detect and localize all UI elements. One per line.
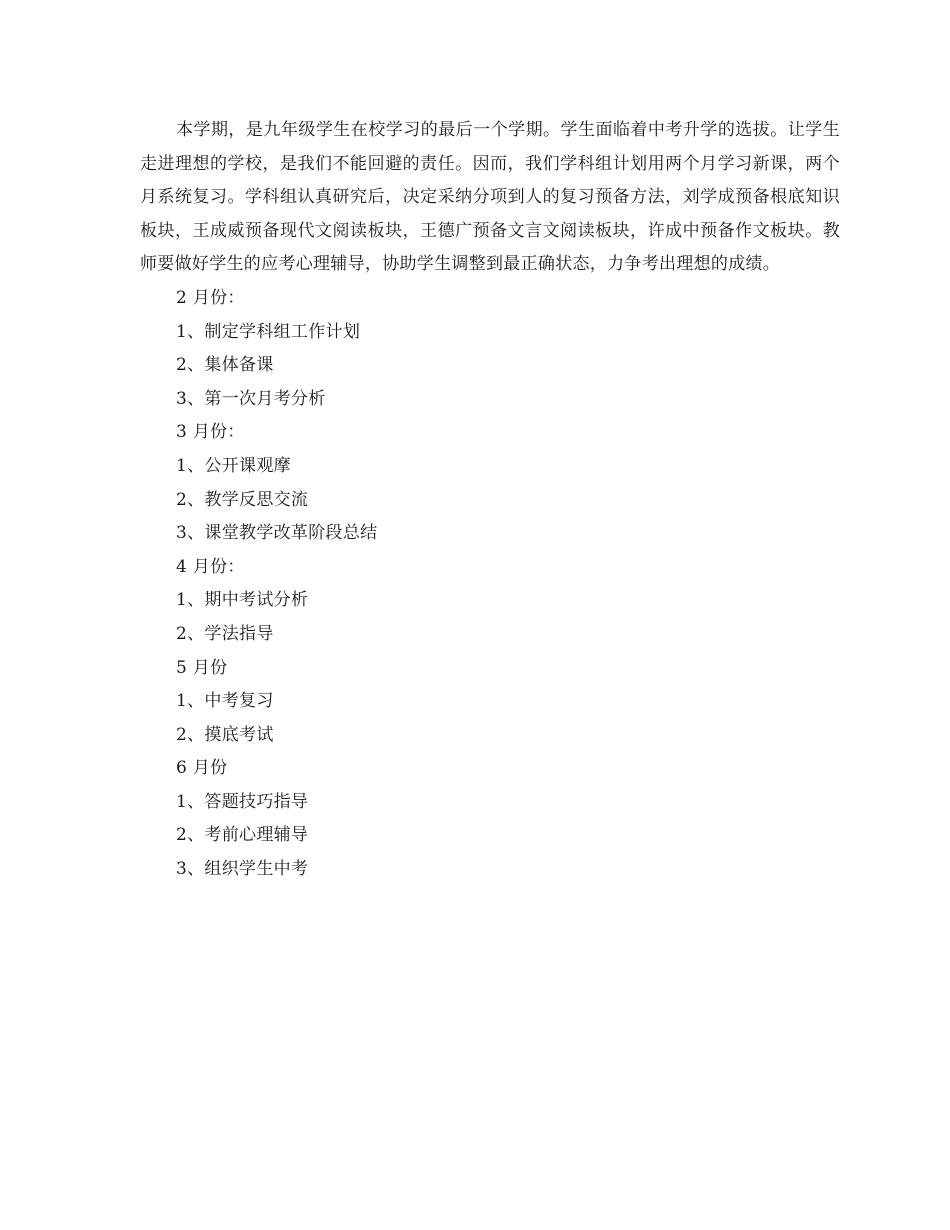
list-item: 1、答题技巧指导 xyxy=(176,791,309,812)
list-item: 1、期中考试分析 xyxy=(176,590,309,611)
document-body xyxy=(140,114,840,887)
list-item: 2、学法指导 xyxy=(176,623,274,644)
list-item: 1、制定学科组工作计划 xyxy=(176,321,361,342)
list-item: 2、集体备课 xyxy=(176,355,274,376)
intro-paragraph: 本学期，是九年级学生在校学习的最后一个学期。学生面临着中考升学的选拔。让学生走进理想的学校，是我们不能回避的责任。因而，我们学科组计划用两个月学习新课，两个月系统复习。学科组认真研究后，决定采纳分项到人的复习预备方法，刘学成预备根底知识板块，王成威预备现代文阅读板块，王德广预备文言文阅读板块，许成中预备作文板块。教师要做好学生的应考心理辅导，协助学生调整到最正确状态，力争考出理想的成绩。 xyxy=(140,120,840,275)
month-heading-jun: 6 月份 xyxy=(176,758,228,779)
list-item: 1、公开课观摩 xyxy=(176,455,291,476)
month-heading-may: 5 月份 xyxy=(176,657,228,678)
list-item: 3、课堂教学改革阶段总结 xyxy=(176,523,378,544)
list-item: 3、组织学生中考 xyxy=(176,859,309,880)
month-heading-mar: 3 月份： xyxy=(176,422,245,443)
list-item: 2、考前心理辅导 xyxy=(176,825,309,846)
list-item: 3、第一次月考分析 xyxy=(176,388,326,409)
month-heading-feb: 2 月份： xyxy=(176,287,245,308)
list-item: 1、中考复习 xyxy=(176,691,274,712)
list-item: 2、教学反思交流 xyxy=(176,489,309,510)
list-item: 2、摸底考试 xyxy=(176,724,274,745)
month-heading-apr: 4 月份： xyxy=(176,556,245,577)
